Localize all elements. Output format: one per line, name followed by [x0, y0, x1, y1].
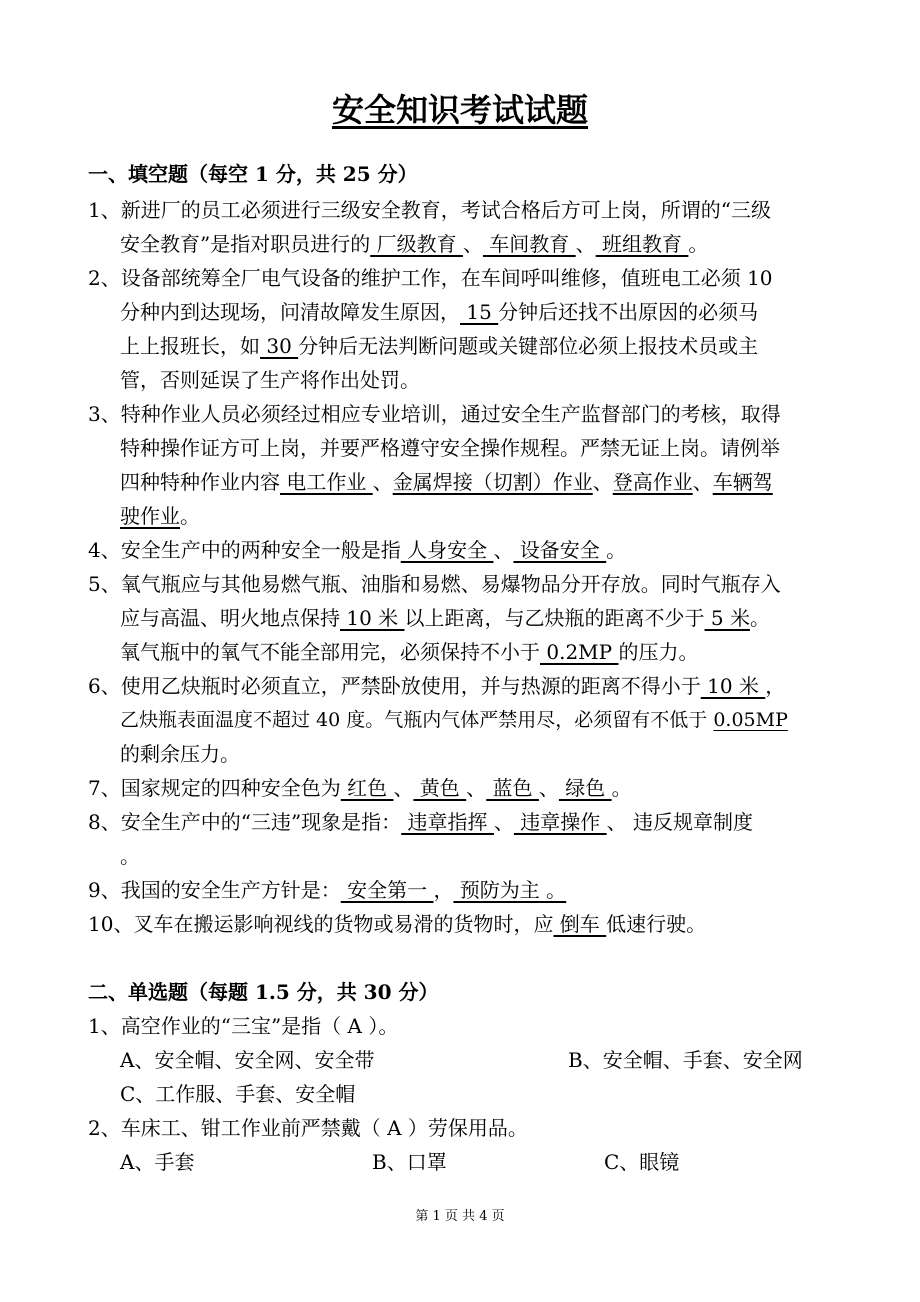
question-2-line-3: 上上报班长，如 30 分钟后无法判断问题或关键部位必须上报技术员或主: [120, 334, 759, 358]
answer-blank: 班组教育: [595, 232, 689, 256]
question-8-line-1: 8、安全生产中的“三违”现象是指： 违章指挥 、 违章操作 、 违反规章制度: [88, 810, 753, 834]
choice-question-2-stem: 2、车床工、钳工作业前严禁戴（ A ）劳保用品。: [88, 1116, 528, 1140]
answer-blank: 登高作业: [612, 470, 693, 494]
answer-blank: 15: [460, 300, 499, 324]
answer-blank: 车辆驾: [712, 470, 773, 494]
question-6-line-1: 6、使用乙炔瓶时必须直立，严禁卧放使用，并与热源的距离不得小于 10 米 ，: [88, 674, 786, 698]
page-title: 安全知识考试试题: [331, 91, 588, 129]
answer-blank: 0.2MP: [540, 640, 619, 664]
answer-blank: 车间教育: [482, 232, 576, 256]
question-5-line-1: 5、氧气瓶应与其他易燃气瓶、油脂和易燃、易爆物品分开存放。同时气瓶存入: [88, 572, 781, 596]
section-heading-single-choice: 二、单选题（每题 1.5 分，共 30 分）: [88, 980, 439, 1004]
question-1-line-1: 1、新进厂的员工必须进行三级安全教育，考试合格后方可上岗，所谓的“三级: [88, 198, 771, 222]
question-3-line-4: 驶作业。: [120, 504, 200, 528]
answer-blank: 蓝色: [486, 776, 539, 800]
answer-blank: 驶作业: [120, 504, 180, 528]
answer-blank: 红色: [340, 776, 394, 800]
answer-blank: 倒车: [553, 912, 607, 936]
answer-blank: 10 米: [340, 606, 405, 630]
answer-blank: 电工作业: [280, 470, 373, 494]
section-heading-fill-in: 一、填空题（每空 1 分，共 25 分）: [88, 162, 418, 186]
choice-option-b: B、安全帽、手套、安全网: [568, 1048, 803, 1072]
question-3-line-1: 3、特种作业人员必须经过相应专业培训，通过安全生产监督部门的考核，取得: [88, 402, 781, 426]
answer-blank: 黄色: [413, 776, 467, 800]
answer-blank: 厂级教育: [370, 232, 463, 256]
question-6-line-3: 的剩余压力。: [120, 742, 240, 766]
question-3-line-3: 四种特种作业内容 电工作业 、金属焊接（切割）作业、登高作业、车辆驾: [120, 470, 773, 494]
answer-blank: 安全第一: [340, 878, 434, 902]
answer-blank: 人身安全: [400, 538, 494, 562]
question-2-line-2: 分种内到达现场，问清故障发生原因， 15 分钟后还找不出原因的必须马: [120, 300, 759, 324]
question-9-line-1: 9、我国的安全生产方针是： 安全第一 ， 预防为主 。: [88, 878, 567, 902]
answer-blank: 金属焊接（切割）作业: [392, 470, 593, 494]
question-10-line-1: 10、叉车在搬运影响视线的货物或易滑的货物时，应 倒车 低速行驶。: [88, 912, 707, 936]
question-4-line-1: 4、安全生产中的两种安全一般是指 人身安全 、 设备安全 。: [88, 538, 627, 562]
answer-blank: 预防为主 。: [453, 878, 567, 902]
answer-blank: 违章指挥: [401, 810, 494, 834]
question-5-line-2: 应与高温、明火地点保持 10 米 以上距离，与乙炔瓶的距离不少于 5 米。: [120, 606, 770, 630]
answer-blank: 绿色: [558, 776, 612, 800]
answer-blank: 0.05MP: [713, 709, 788, 731]
choice-question-1-stem: 1、高空作业的“三宝”是指（ A ）。: [88, 1014, 399, 1038]
choice-option-a: A、安全帽、安全网、安全带: [120, 1048, 375, 1072]
choice-option-a: A、手套: [120, 1150, 195, 1174]
answer-blank: 5 米: [704, 606, 750, 630]
choice-option-c: C、眼镜: [604, 1150, 680, 1174]
answer-blank: 10 米: [700, 674, 766, 698]
question-1-line-2: 安全教育”是指对职员进行的 厂级教育 、 车间教育 、 班组教育 。: [120, 232, 709, 256]
page-footer: 第 1 页 共 4 页: [415, 1209, 505, 1224]
answer-blank: 违章操作: [513, 810, 607, 834]
choice-option-c: C、工作服、手套、安全帽: [120, 1082, 356, 1106]
question-3-line-2: 特种操作证方可上岗，并要严格遵守安全操作规程。严禁无证上岗。请例举: [120, 436, 780, 460]
choice-option-b: B、口罩: [372, 1150, 447, 1174]
question-8-line-2: 。: [120, 844, 140, 868]
question-7-line-1: 7、国家规定的四种安全色为 红色 、 黄色 、 蓝色 、 绿色 。: [88, 776, 632, 800]
question-2-line-4: 管，否则延误了生产将作出处罚。: [120, 368, 420, 392]
question-6-line-2: 乙炔瓶表面温度不超过 40 度。气瓶内气体严禁用尽，必须留有不低于 0.05MP: [120, 709, 788, 731]
question-5-line-3: 氧气瓶中的氧气不能全部用完，必须保持不小于 0.2MP 的压力。: [120, 640, 699, 664]
answer-blank: 30: [260, 334, 299, 358]
question-2-line-1: 2、设备部统筹全厂电气设备的维护工作，在车间呼叫维修，值班电工必须 10: [88, 266, 773, 290]
answer-blank: 设备安全: [513, 538, 607, 562]
